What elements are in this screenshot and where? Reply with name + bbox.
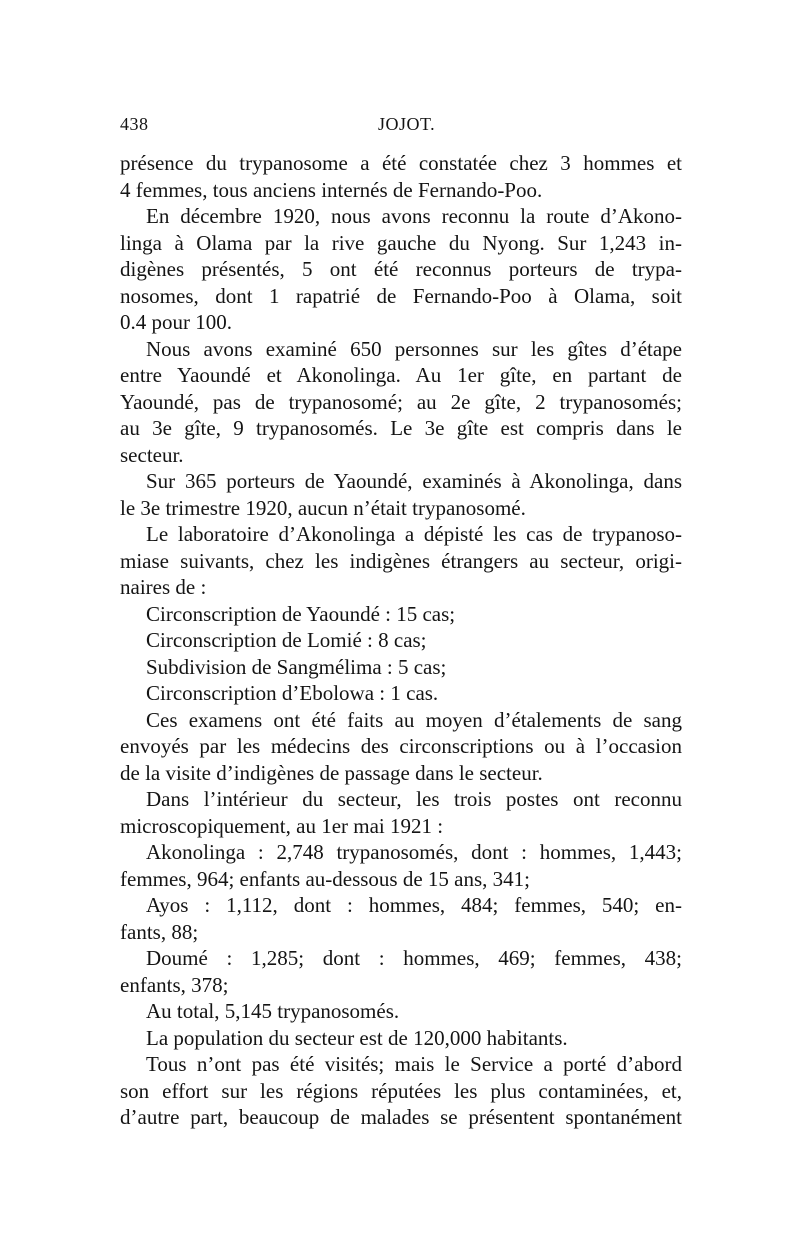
text-line: Au total, 5,145 trypanosomés.: [146, 999, 400, 1023]
text-line: Yaoundé, pas de trypanosomé; au 2e gîte, 2 trypanosomés;: [120, 389, 682, 414]
text-line: enfants, 378;: [120, 972, 229, 997]
text-line: de la visite d’indigènes de passage dans le secteur.: [120, 760, 543, 785]
text-line: Circonscription d’Ebolowa : 1 cas.: [146, 681, 439, 705]
text-line: envoyés par les médecins des circonscriptions ou à l’occasion: [120, 734, 682, 758]
text-line: nosomes, dont 1 rapatrié de Fernando-Poo à Olama, soit: [120, 283, 682, 308]
text-line: Ayos : 1,112, dont : hommes, 484; femmes, 540; en-: [146, 893, 682, 917]
text-line: 0.4 pour 100.: [120, 310, 232, 334]
text-line: Circonscription de Lomié : 8 cas;: [146, 628, 427, 652]
text-line: d’autre part, beaucoup de malades se présentent spontanément: [120, 1105, 682, 1129]
text-line: Nous avons examiné 650 personnes sur les gîtes d’étape: [146, 336, 682, 361]
page-header: [120, 110, 682, 140]
text-line: femmes, 964; enfants au-dessous de 15 ans, 341;: [120, 866, 531, 891]
running-title: JOJOT.: [378, 114, 436, 134]
text-line: le 3e trimestre 1920, aucun n’était trypanosomé.: [120, 495, 526, 520]
text-line: Tous n’ont pas été visités; mais le Service a porté d’abord: [146, 1052, 682, 1076]
text-line: Le laboratoire d’Akonolinga a dépisté les cas de trypanoso-: [146, 522, 682, 546]
text-line: Doumé : 1,285; dont : hommes, 469; femmes, 438;: [146, 946, 682, 970]
text-line: au 3e gîte, 9 trypanosomés. Le 3e gîte est compris dans le: [120, 416, 682, 440]
text-line: Dans l’intérieur du secteur, les trois postes ont reconnu: [146, 787, 682, 811]
text-line: secteur.: [120, 442, 184, 467]
text-line: entre Yaoundé et Akonolinga. Au 1er gîte, en partant de: [120, 363, 682, 387]
text-line: Akonolinga : 2,748 trypanosomés, dont : hommes, 1,443;: [146, 840, 682, 864]
text-line: Subdivision de Sangmélima : 5 cas;: [146, 654, 447, 679]
text-line: Circonscription de Yaoundé : 15 cas;: [146, 601, 456, 626]
text-line: digènes présentés, 5 ont été reconnus porteurs de trypa-: [120, 257, 682, 281]
text-line: microscopiquement, au 1er mai 1921 :: [120, 813, 444, 838]
text-line: fants, 88;: [120, 919, 199, 944]
text-line: 4 femmes, tous anciens internés de Fernando-Poo.: [120, 177, 543, 202]
book-page: [120, 110, 682, 1131]
text-line: miase suivants, chez les indigènes étrangers au secteur, origi-: [120, 548, 682, 573]
text-line: linga à Olama par la rive gauche du Nyong. Sur 1,243 in-: [120, 230, 682, 255]
text-line: En décembre 1920, nous avons reconnu la route d’Akono-: [146, 204, 682, 228]
body-text: [120, 150, 682, 1131]
text-line: La population du secteur est de 120,000 habitants.: [146, 1025, 568, 1050]
text-line: son effort sur les régions réputées les plus contaminées, et,: [120, 1078, 682, 1103]
text-line: naires de :: [120, 575, 207, 599]
page-number: 438: [120, 114, 149, 134]
text-line: Ces examens ont été faits au moyen d’étalements de sang: [146, 707, 682, 732]
text-line: Sur 365 porteurs de Yaoundé, examinés à Akonolinga, dans: [146, 469, 682, 493]
text-line: présence du trypanosome a été constatée chez 3 hommes et: [120, 151, 682, 175]
